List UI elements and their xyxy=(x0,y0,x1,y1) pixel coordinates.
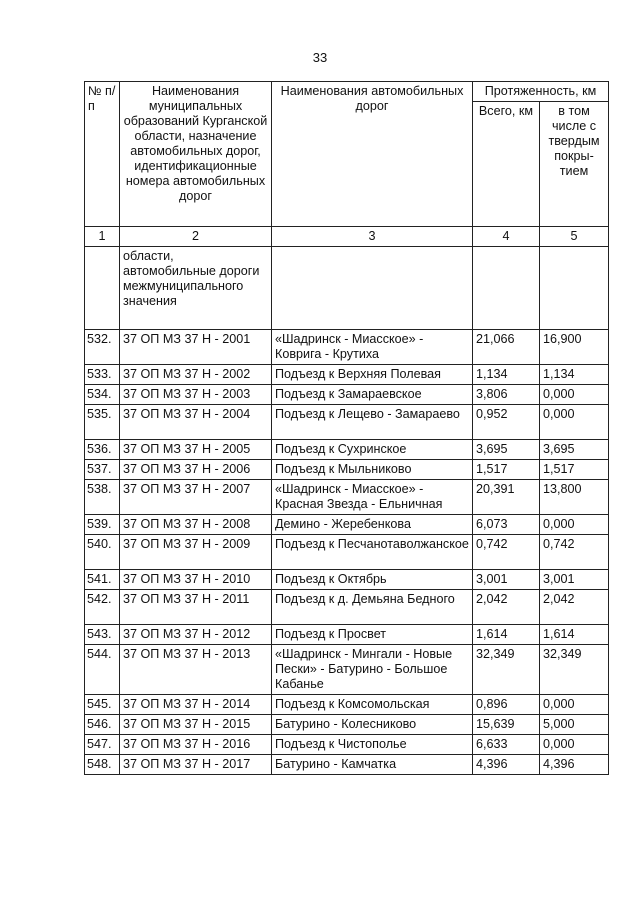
road-name: Демино - Жеребенкова xyxy=(272,515,473,535)
row-number: 534. xyxy=(85,385,120,405)
road-name: Подъезд к Чистополье xyxy=(272,735,473,755)
row-number: 542. xyxy=(85,590,120,625)
length-paved: 13,800 xyxy=(540,480,609,515)
road-identifier: 37 ОП МЗ 37 Н - 2009 xyxy=(120,535,272,570)
table-row xyxy=(85,330,609,365)
length-paved: 1,134 xyxy=(540,365,609,385)
length-total: 20,391 xyxy=(473,480,540,515)
table-row xyxy=(85,460,609,480)
road-name: Подъезд к Замараевское xyxy=(272,385,473,405)
empty-cell xyxy=(473,247,540,330)
road-identifier: 37 ОП МЗ 37 Н - 2015 xyxy=(120,715,272,735)
road-name: Подъезд к Сухринское xyxy=(272,440,473,460)
length-total: 0,742 xyxy=(473,535,540,570)
length-total: 4,396 xyxy=(473,755,540,775)
length-total: 21,066 xyxy=(473,330,540,365)
table-header-row xyxy=(85,82,609,102)
road-identifier: 37 ОП МЗ 37 Н - 2016 xyxy=(120,735,272,755)
road-name: Подъезд к Мыльниково xyxy=(272,460,473,480)
road-name: Подъезд к Комсомольская xyxy=(272,695,473,715)
table-row xyxy=(85,755,609,775)
length-paved: 1,614 xyxy=(540,625,609,645)
length-paved: 5,000 xyxy=(540,715,609,735)
length-total: 0,896 xyxy=(473,695,540,715)
row-number: 539. xyxy=(85,515,120,535)
section-note-row xyxy=(85,247,609,330)
length-total: 1,614 xyxy=(473,625,540,645)
column-number: 2 xyxy=(120,227,272,247)
road-identifier: 37 ОП МЗ 37 Н - 2007 xyxy=(120,480,272,515)
roads-table xyxy=(84,81,609,775)
header-num: № п/п xyxy=(85,82,120,227)
table-row xyxy=(85,570,609,590)
header-total: Всего, км xyxy=(473,102,540,227)
length-paved: 32,349 xyxy=(540,645,609,695)
road-name: Подъезд к д. Демьяна Бедного xyxy=(272,590,473,625)
row-number: 546. xyxy=(85,715,120,735)
length-paved: 16,900 xyxy=(540,330,609,365)
table-row xyxy=(85,405,609,440)
length-total: 32,349 xyxy=(473,645,540,695)
road-name: Подъезд к Октябрь xyxy=(272,570,473,590)
length-paved: 0,000 xyxy=(540,735,609,755)
row-number: 548. xyxy=(85,755,120,775)
road-name: Батурино - Камчатка xyxy=(272,755,473,775)
header-length: Протяженность, км xyxy=(473,82,609,102)
road-name: Подъезд к Верхняя Полевая xyxy=(272,365,473,385)
table-row xyxy=(85,365,609,385)
length-total: 1,134 xyxy=(473,365,540,385)
column-number: 1 xyxy=(85,227,120,247)
length-paved: 4,396 xyxy=(540,755,609,775)
empty-cell xyxy=(272,247,473,330)
table-row xyxy=(85,440,609,460)
table-row xyxy=(85,590,609,625)
road-name: «Шадринск - Мингали - Новые Пески» - Батурино - Большое Кабанье xyxy=(272,645,473,695)
table-row xyxy=(85,385,609,405)
length-total: 0,952 xyxy=(473,405,540,440)
row-number: 540. xyxy=(85,535,120,570)
length-total: 2,042 xyxy=(473,590,540,625)
row-number: 541. xyxy=(85,570,120,590)
header-paved: в том числе с твердым покры-тием xyxy=(540,102,609,227)
road-identifier: 37 ОП МЗ 37 Н - 2006 xyxy=(120,460,272,480)
row-number: 536. xyxy=(85,440,120,460)
road-identifier: 37 ОП МЗ 37 Н - 2005 xyxy=(120,440,272,460)
length-paved: 0,742 xyxy=(540,535,609,570)
length-paved: 0,000 xyxy=(540,385,609,405)
row-number: 533. xyxy=(85,365,120,385)
length-paved: 1,517 xyxy=(540,460,609,480)
length-paved: 3,001 xyxy=(540,570,609,590)
header-municipality: Наименования муниципальных образований Курганской области, назначение автомобильных дорог, идентификационные номера автомобильных дорог xyxy=(120,82,272,227)
row-number: 538. xyxy=(85,480,120,515)
column-numbers-row xyxy=(85,227,609,247)
road-identifier: 37 ОП МЗ 37 Н - 2001 xyxy=(120,330,272,365)
row-number: 532. xyxy=(85,330,120,365)
header-road-name: Наименования автомобильных дорог xyxy=(272,82,473,227)
row-number: 544. xyxy=(85,645,120,695)
road-identifier: 37 ОП МЗ 37 Н - 2008 xyxy=(120,515,272,535)
table-row xyxy=(85,645,609,695)
table-row xyxy=(85,625,609,645)
length-paved: 2,042 xyxy=(540,590,609,625)
length-paved: 3,695 xyxy=(540,440,609,460)
road-name: «Шадринск - Миасское» - Коврига - Крутиха xyxy=(272,330,473,365)
road-name: Батурино - Колесниково xyxy=(272,715,473,735)
length-paved: 0,000 xyxy=(540,515,609,535)
length-total: 3,695 xyxy=(473,440,540,460)
empty-cell xyxy=(85,247,120,330)
table-row xyxy=(85,735,609,755)
length-paved: 0,000 xyxy=(540,405,609,440)
road-identifier: 37 ОП МЗ 37 Н - 2014 xyxy=(120,695,272,715)
row-number: 543. xyxy=(85,625,120,645)
road-identifier: 37 ОП МЗ 37 Н - 2010 xyxy=(120,570,272,590)
length-total: 15,639 xyxy=(473,715,540,735)
table-row xyxy=(85,515,609,535)
road-identifier: 37 ОП МЗ 37 Н - 2012 xyxy=(120,625,272,645)
table-row xyxy=(85,715,609,735)
road-identifier: 37 ОП МЗ 37 Н - 2002 xyxy=(120,365,272,385)
length-total: 6,633 xyxy=(473,735,540,755)
road-identifier: 37 ОП МЗ 37 Н - 2004 xyxy=(120,405,272,440)
length-total: 6,073 xyxy=(473,515,540,535)
row-number: 537. xyxy=(85,460,120,480)
road-name: Подъезд к Просвет xyxy=(272,625,473,645)
length-total: 3,001 xyxy=(473,570,540,590)
length-total: 1,517 xyxy=(473,460,540,480)
row-number: 535. xyxy=(85,405,120,440)
road-name: Подъезд к Песчанотаволжанское xyxy=(272,535,473,570)
column-number: 3 xyxy=(272,227,473,247)
length-paved: 0,000 xyxy=(540,695,609,715)
road-name: Подъезд к Лещево - Замараево xyxy=(272,405,473,440)
table-row xyxy=(85,480,609,515)
column-number: 4 xyxy=(473,227,540,247)
length-total: 3,806 xyxy=(473,385,540,405)
page-number: 33 xyxy=(312,50,328,65)
road-identifier: 37 ОП МЗ 37 Н - 2017 xyxy=(120,755,272,775)
row-number: 547. xyxy=(85,735,120,755)
table-row xyxy=(85,695,609,715)
road-identifier: 37 ОП МЗ 37 Н - 2011 xyxy=(120,590,272,625)
road-identifier: 37 ОП МЗ 37 Н - 2013 xyxy=(120,645,272,695)
empty-cell xyxy=(540,247,609,330)
table-row xyxy=(85,535,609,570)
row-number: 545. xyxy=(85,695,120,715)
column-number: 5 xyxy=(540,227,609,247)
section-note: области, автомобильные дороги межмуниципального значения xyxy=(120,247,272,330)
road-name: «Шадринск - Миасское» - Красная Звезда - Ельничная xyxy=(272,480,473,515)
road-identifier: 37 ОП МЗ 37 Н - 2003 xyxy=(120,385,272,405)
